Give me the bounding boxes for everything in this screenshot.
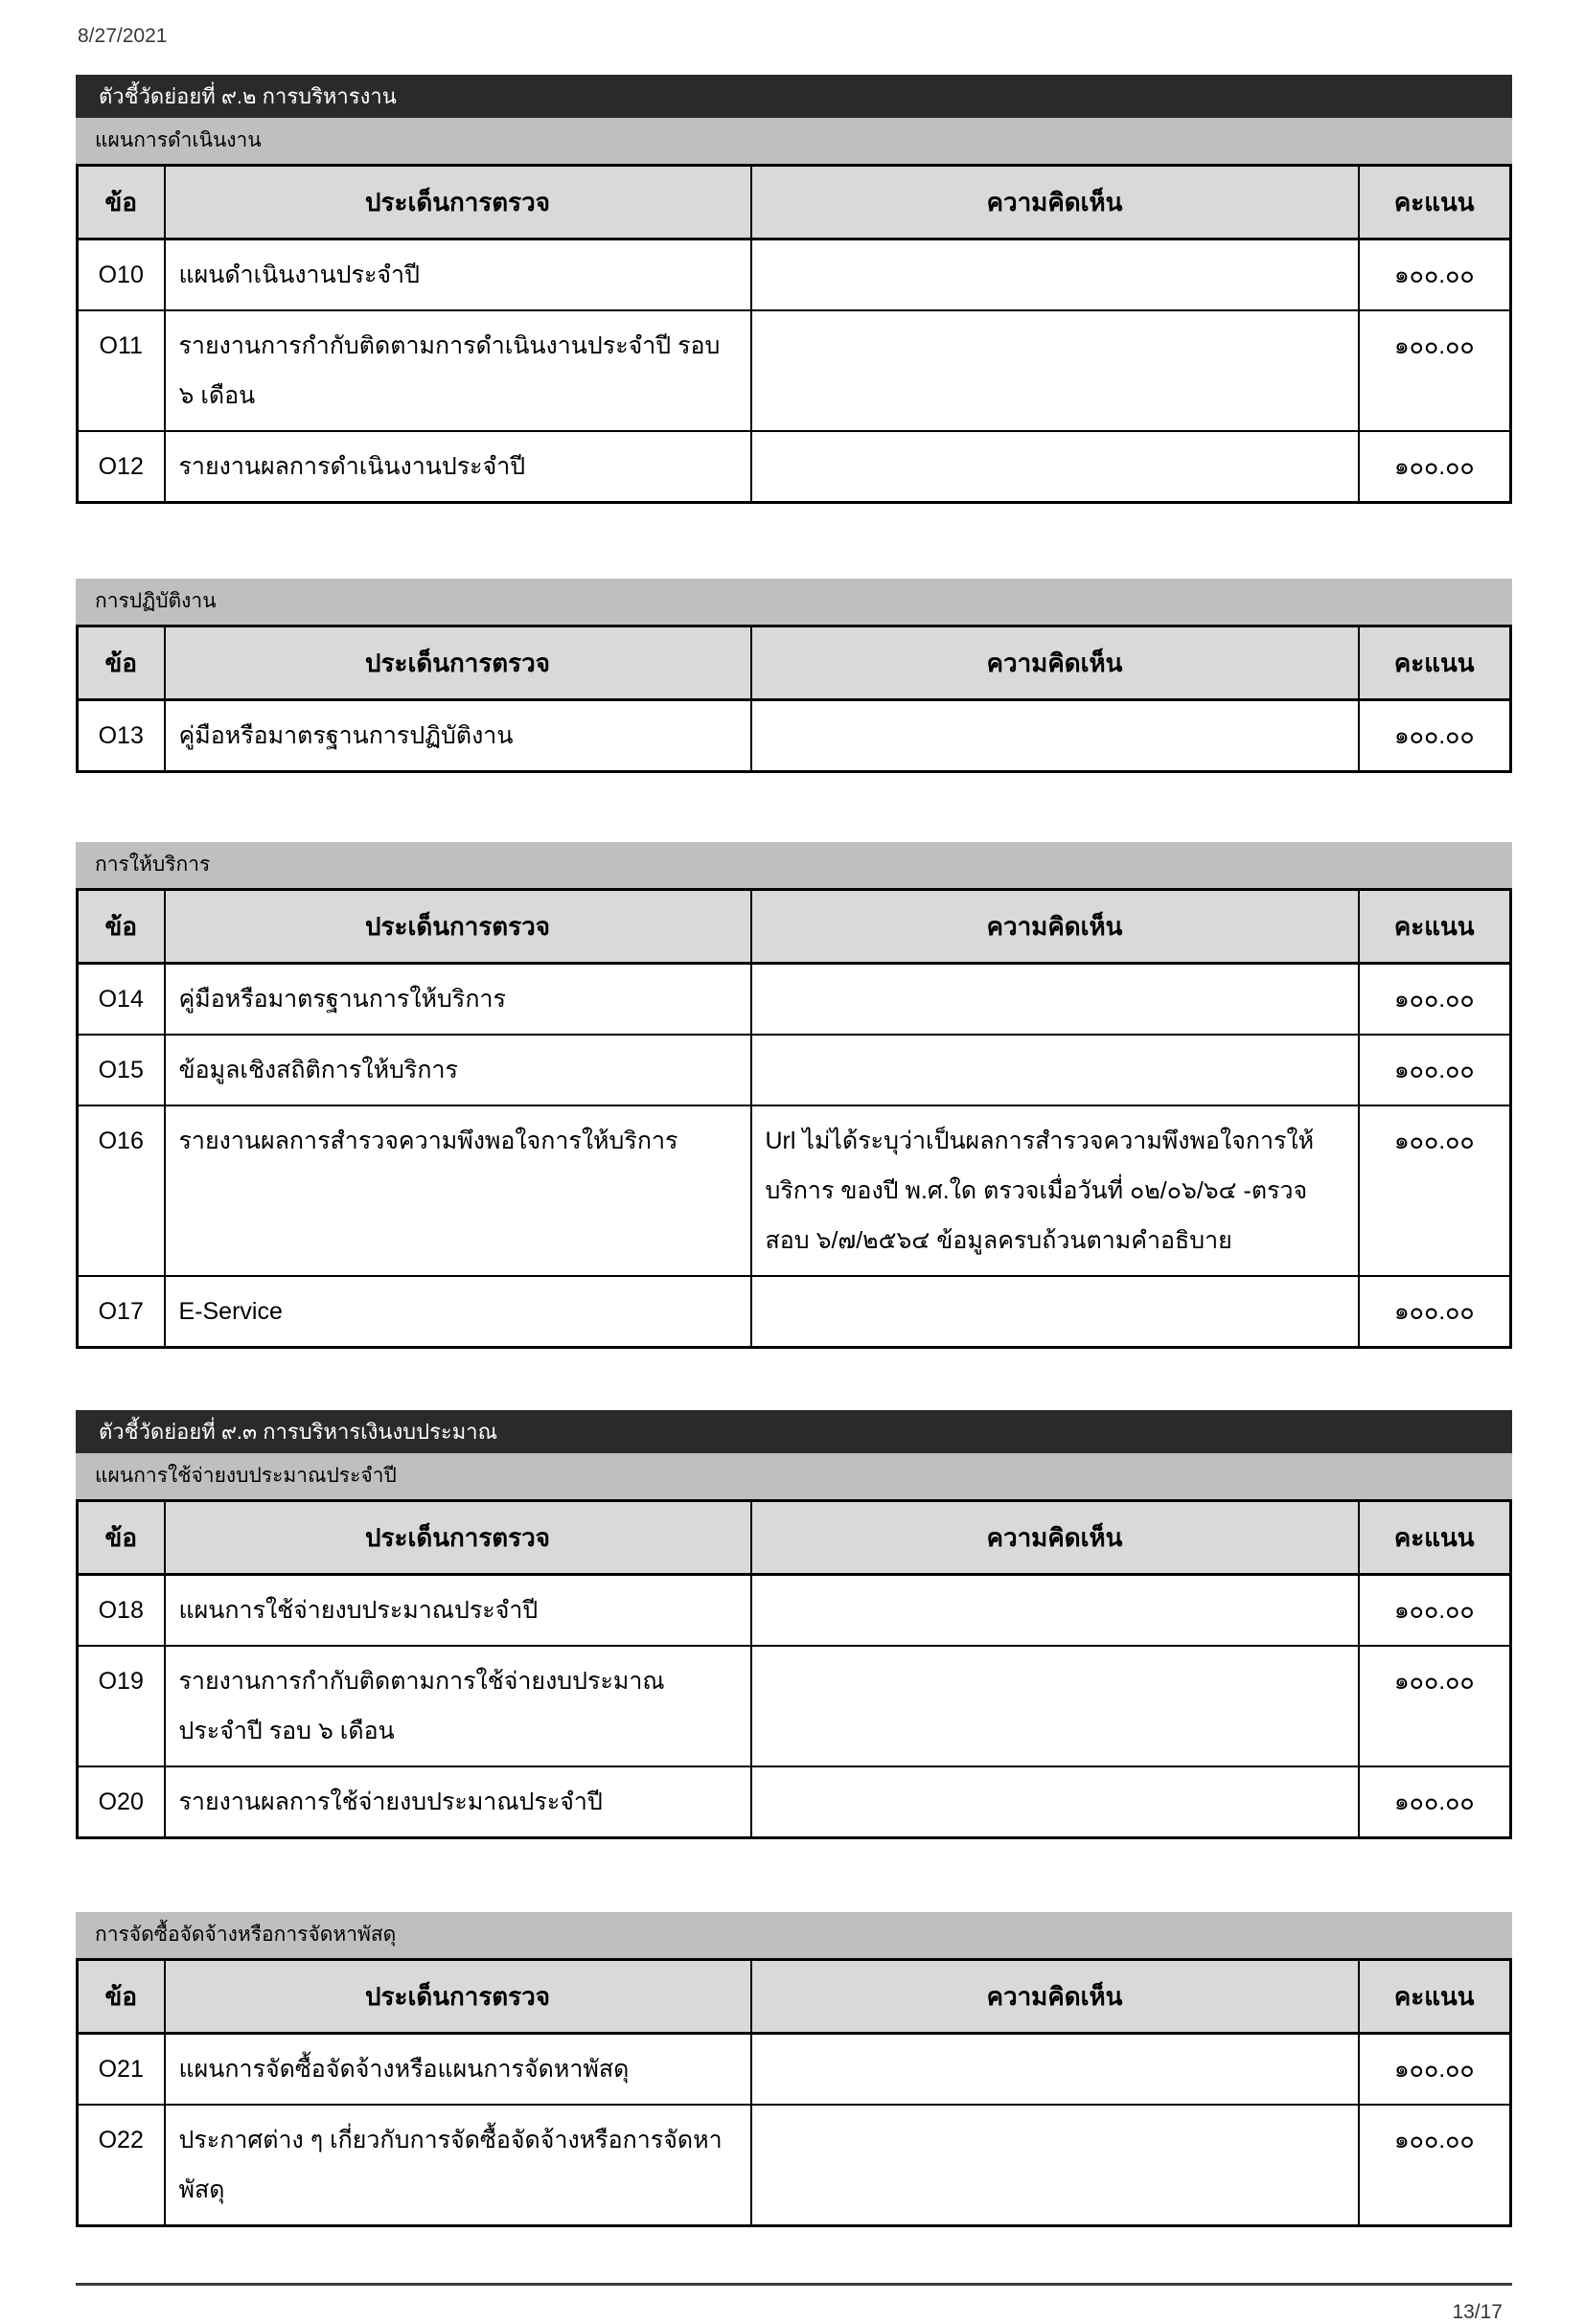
col-header-issue: ประเด็นการตรวจ	[165, 1501, 751, 1575]
row-issue: ประกาศต่าง ๆ เกี่ยวกับการจัดซื้อจัดจ้างหรือการจัดหาพัสดุ	[165, 2105, 751, 2226]
col-header-score: คะแนน	[1359, 890, 1511, 964]
row-score: ๑๐๐.๐๐	[1359, 1035, 1511, 1105]
table-row	[78, 310, 1511, 431]
row-comment	[751, 431, 1359, 503]
table-row	[78, 1575, 1511, 1647]
table-header-row	[78, 1960, 1511, 2034]
col-header-score: คะแนน	[1359, 166, 1511, 239]
row-score: ๑๐๐.๐๐	[1359, 2034, 1511, 2106]
page-number: 13/17	[1452, 2301, 1503, 2323]
table-row	[78, 2034, 1511, 2106]
col-header-issue: ประเด็นการตรวจ	[165, 890, 751, 964]
row-comment	[751, 1646, 1359, 1766]
row-no: O13	[78, 700, 165, 772]
col-header-issue: ประเด็นการตรวจ	[165, 166, 751, 239]
row-no: O17	[78, 1276, 165, 1348]
row-comment	[751, 310, 1359, 431]
row-issue: แผนการใช้จ่ายงบประมาณประจำปี	[165, 1575, 751, 1647]
row-score: ๑๐๐.๐๐	[1359, 431, 1511, 503]
col-header-no: ข้อ	[78, 627, 165, 700]
table-row	[78, 964, 1511, 1036]
table-row	[78, 1035, 1511, 1105]
row-score: ๑๐๐.๐๐	[1359, 2105, 1511, 2226]
row-comment	[751, 1766, 1359, 1838]
page-footer	[76, 2283, 1512, 2324]
row-issue: แผนการจัดซื้อจัดจ้างหรือแผนการจัดหาพัสดุ	[165, 2034, 751, 2106]
row-score: ๑๐๐.๐๐	[1359, 1575, 1511, 1647]
col-header-score: คะแนน	[1359, 1960, 1511, 2034]
row-score: ๑๐๐.๐๐	[1359, 239, 1511, 311]
subsection-header-bar: การปฏิบัติงาน	[76, 579, 1512, 625]
subsection-header-bar: แผนการใช้จ่ายงบประมาณประจำปี	[76, 1453, 1512, 1499]
row-score: ๑๐๐.๐๐	[1359, 1646, 1511, 1766]
table-row	[78, 1105, 1511, 1276]
row-issue: รายงานผลการดำเนินงานประจำปี	[165, 431, 751, 503]
row-no: O20	[78, 1766, 165, 1838]
row-comment	[751, 964, 1359, 1036]
assessment-table	[76, 888, 1512, 1349]
section-administration-plan	[76, 75, 1512, 504]
assessment-table	[76, 1499, 1512, 1839]
col-header-score: คะแนน	[1359, 1501, 1511, 1575]
row-no: O19	[78, 1646, 165, 1766]
print-date: 8/27/2021	[78, 25, 168, 47]
row-score: ๑๐๐.๐๐	[1359, 1105, 1511, 1276]
row-comment	[751, 239, 1359, 311]
section-procurement	[76, 1912, 1512, 2227]
col-header-comment: ความคิดเห็น	[751, 1960, 1359, 2034]
col-header-comment: ความคิดเห็น	[751, 1501, 1359, 1575]
row-issue: คู่มือหรือมาตรฐานการปฏิบัติงาน	[165, 700, 751, 772]
row-no: O10	[78, 239, 165, 311]
subsection-header-bar: แผนการดำเนินงาน	[76, 118, 1512, 164]
row-score: ๑๐๐.๐๐	[1359, 1766, 1511, 1838]
row-comment	[751, 2034, 1359, 2106]
row-no: O12	[78, 431, 165, 503]
row-issue: รายงานผลการสำรวจความพึงพอใจการให้บริการ	[165, 1105, 751, 1276]
row-issue: รายงานการกำกับติดตามการใช้จ่ายงบประมาณ ประจำปี รอบ ๖ เดือน	[165, 1646, 751, 1766]
table-header-row	[78, 166, 1511, 239]
section-budget-plan	[76, 1410, 1512, 1839]
row-score: ๑๐๐.๐๐	[1359, 1276, 1511, 1348]
col-header-no: ข้อ	[78, 166, 165, 239]
row-no: O11	[78, 310, 165, 431]
row-comment: Url ไม่ได้ระบุว่าเป็นผลการสำรวจความพึงพอใจการให้บริการ ของปี พ.ศ.ใด ตรวจเมื่อวันที่ ๐๒/๐๖/๖๔ -ตรวจสอบ ๖/๗/๒๕๖๔ ข้อมูลครบถ้วนตามคำอธิบาย	[751, 1105, 1359, 1276]
row-score: ๑๐๐.๐๐	[1359, 310, 1511, 431]
col-header-comment: ความคิดเห็น	[751, 166, 1359, 239]
col-header-comment: ความคิดเห็น	[751, 890, 1359, 964]
row-no: O16	[78, 1105, 165, 1276]
row-issue: ข้อมูลเชิงสถิติการให้บริการ	[165, 1035, 751, 1105]
row-issue: คู่มือหรือมาตรฐานการให้บริการ	[165, 964, 751, 1036]
table-header-row	[78, 627, 1511, 700]
assessment-table	[76, 1958, 1512, 2227]
assessment-table	[76, 164, 1512, 504]
table-row	[78, 1276, 1511, 1348]
row-no: O22	[78, 2105, 165, 2226]
col-header-no: ข้อ	[78, 1501, 165, 1575]
row-comment	[751, 1276, 1359, 1348]
table-row	[78, 1646, 1511, 1766]
row-score: ๑๐๐.๐๐	[1359, 964, 1511, 1036]
col-header-issue: ประเด็นการตรวจ	[165, 627, 751, 700]
assessment-table	[76, 625, 1512, 773]
row-no: O18	[78, 1575, 165, 1647]
col-header-issue: ประเด็นการตรวจ	[165, 1960, 751, 2034]
row-issue: รายงานผลการใช้จ่ายงบประมาณประจำปี	[165, 1766, 751, 1838]
indicator-header-bar: ตัวชี้วัดย่อยที่ ๙.๒ การบริหารงาน	[76, 75, 1512, 118]
table-header-row	[78, 1501, 1511, 1575]
subsection-header-bar: การจัดซื้อจัดจ้างหรือการจัดหาพัสดุ	[76, 1912, 1512, 1958]
col-header-no: ข้อ	[78, 890, 165, 964]
section-operations	[76, 579, 1512, 773]
row-no: O14	[78, 964, 165, 1036]
row-issue: รายงานการกำกับติดตามการดำเนินงานประจำปี รอบ ๖ เดือน	[165, 310, 751, 431]
table-row	[78, 431, 1511, 503]
section-services	[76, 842, 1512, 1349]
col-header-comment: ความคิดเห็น	[751, 627, 1359, 700]
indicator-header-bar: ตัวชี้วัดย่อยที่ ๙.๓ การบริหารเงินงบประมาณ	[76, 1410, 1512, 1453]
row-no: O21	[78, 2034, 165, 2106]
col-header-no: ข้อ	[78, 1960, 165, 2034]
row-comment	[751, 1035, 1359, 1105]
row-score: ๑๐๐.๐๐	[1359, 700, 1511, 772]
row-issue: แผนดำเนินงานประจำปี	[165, 239, 751, 311]
row-issue: E-Service	[165, 1276, 751, 1348]
table-header-row	[78, 890, 1511, 964]
table-row	[78, 2105, 1511, 2226]
row-comment	[751, 1575, 1359, 1647]
row-comment	[751, 700, 1359, 772]
subsection-header-bar: การให้บริการ	[76, 842, 1512, 888]
col-header-score: คะแนน	[1359, 627, 1511, 700]
table-row	[78, 700, 1511, 772]
table-row	[78, 1766, 1511, 1838]
table-row	[78, 239, 1511, 311]
footer-divider	[76, 2283, 1512, 2286]
row-no: O15	[78, 1035, 165, 1105]
row-comment	[751, 2105, 1359, 2226]
